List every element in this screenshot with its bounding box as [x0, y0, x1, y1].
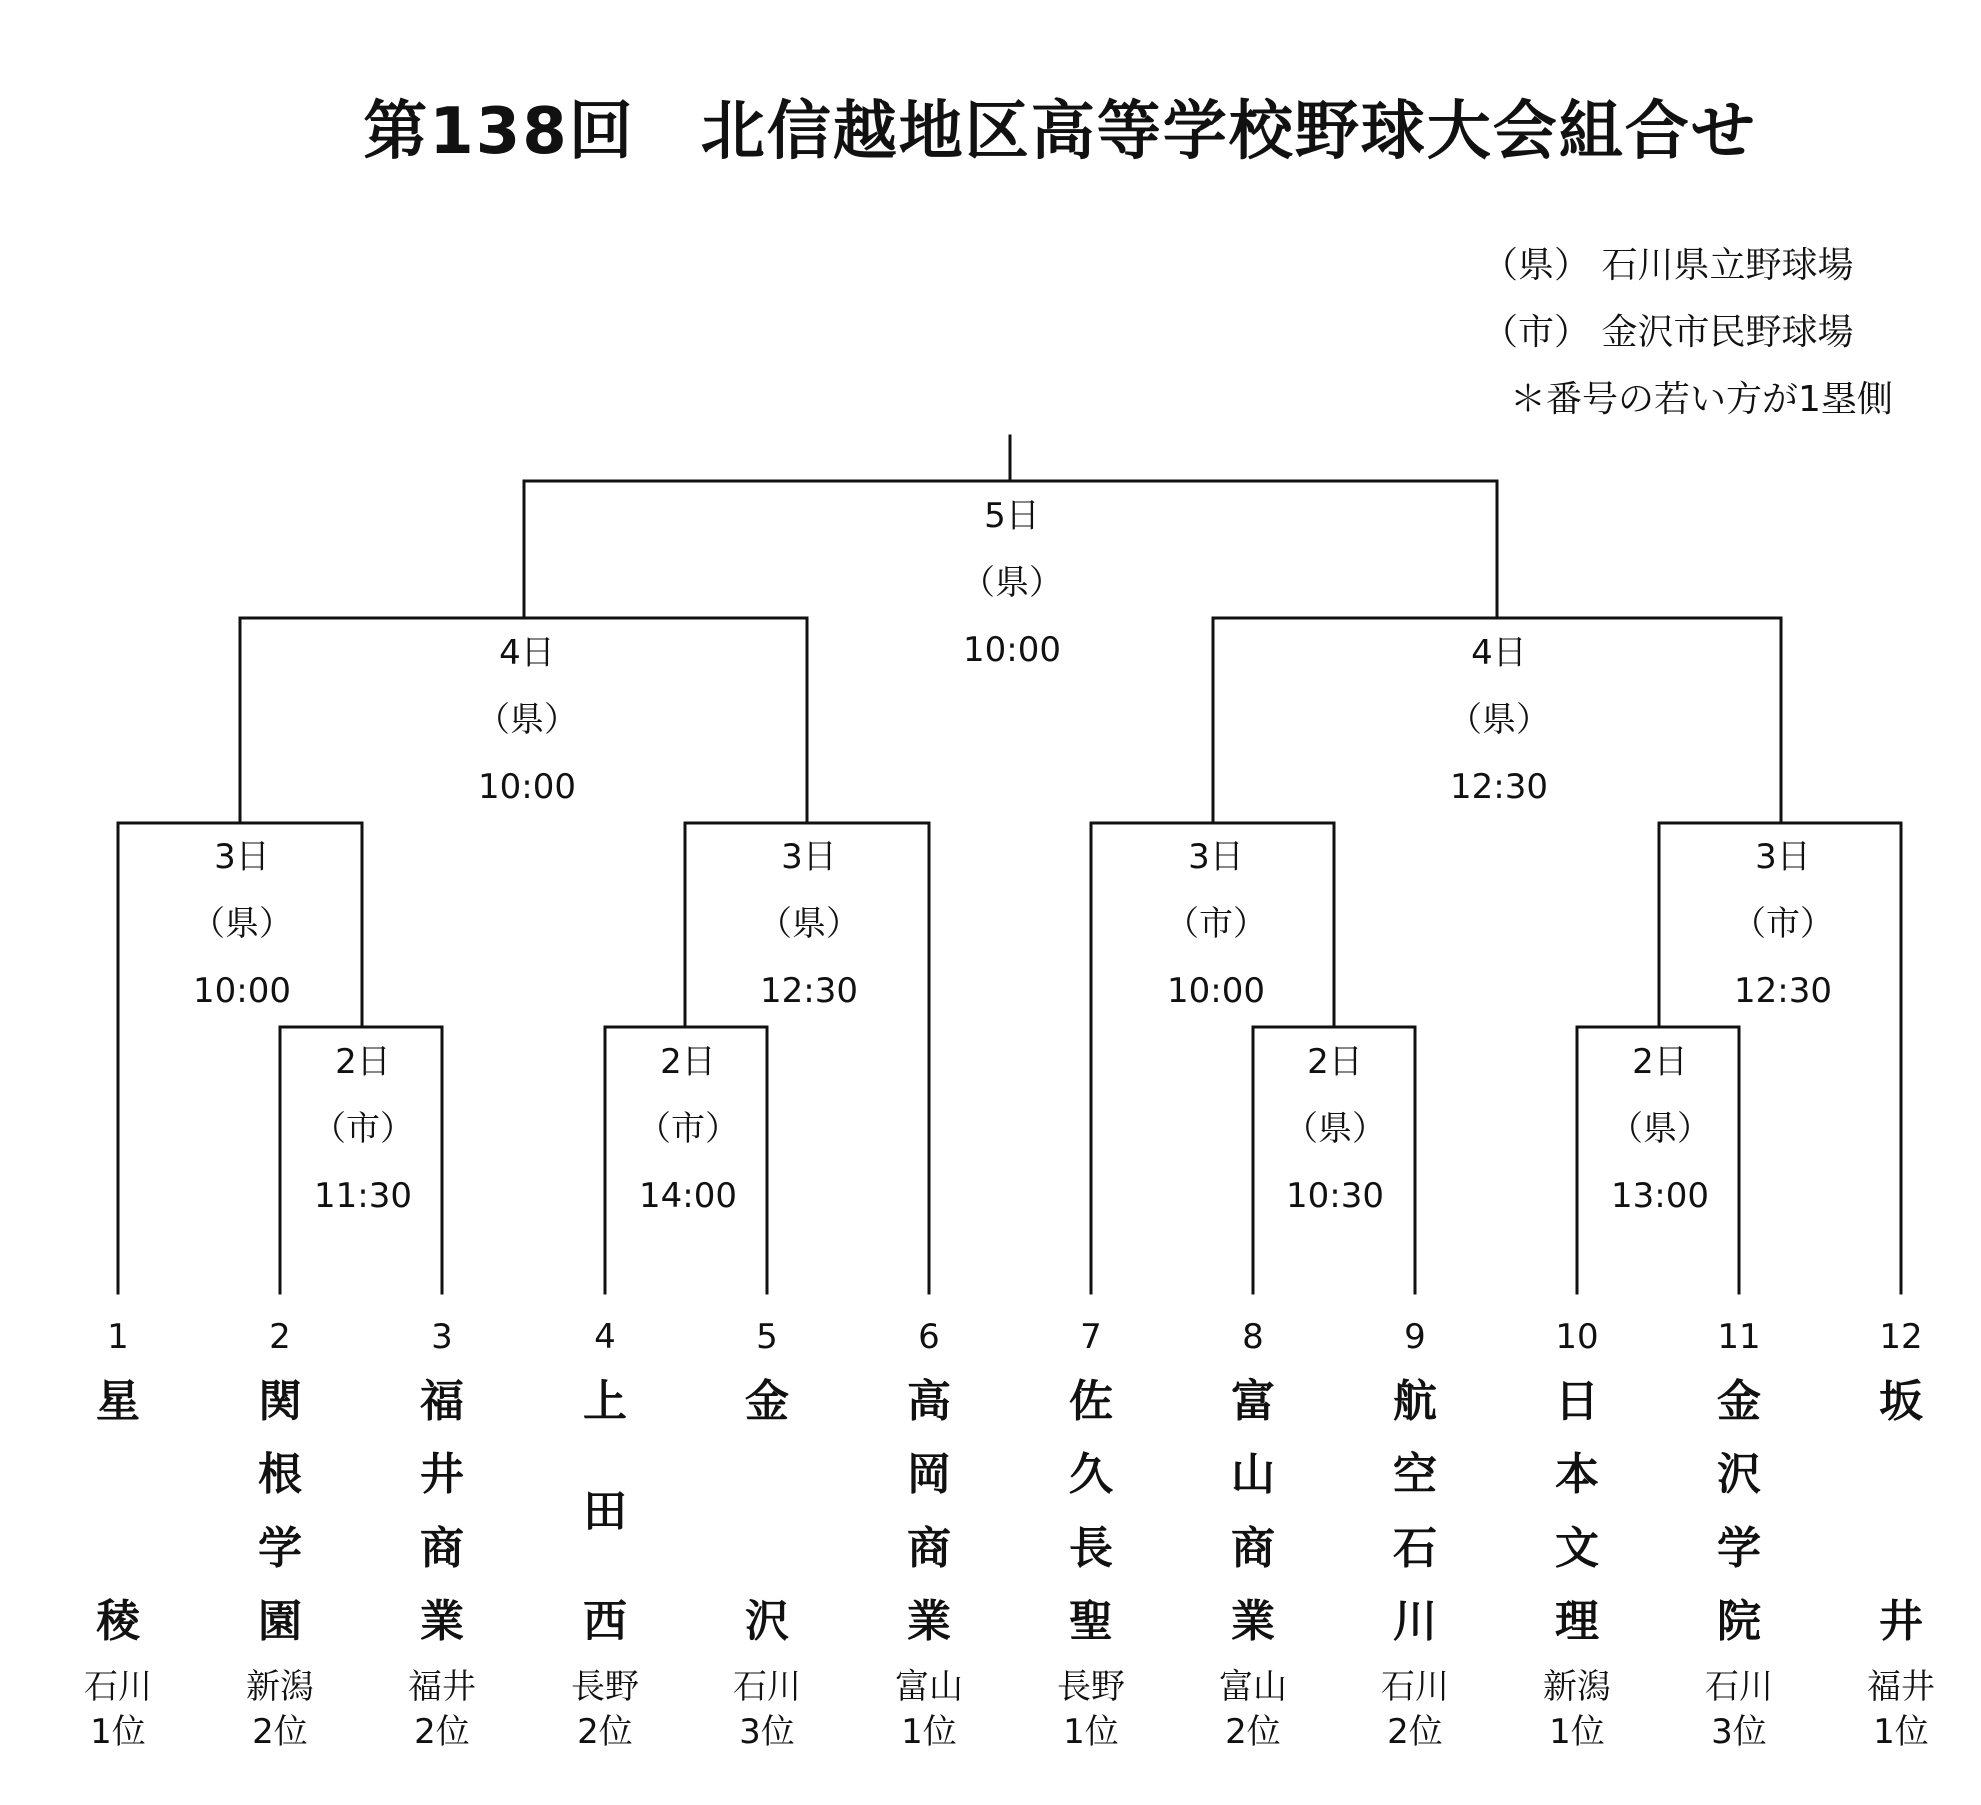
team-number-9: 9 — [1404, 1317, 1426, 1357]
team-prefecture-9: 石川 — [1381, 1667, 1449, 1707]
team-prefecture-11: 石川 — [1705, 1667, 1773, 1707]
team-name-char-7-1: 佐 — [1069, 1376, 1113, 1427]
semi-left-time-label: 10:00 — [478, 767, 576, 807]
team-name-char-10-1: 日 — [1555, 1376, 1599, 1427]
final-venue-label: （県） — [961, 563, 1063, 603]
legend-venue-ken: （県） 石川県立野球場 — [1482, 245, 1854, 286]
team-rank-12: 1位 — [1873, 1712, 1929, 1752]
qf-2-time-label: 12:30 — [760, 971, 858, 1011]
team-name-char-2-4: 園 — [258, 1596, 302, 1647]
team-name-char-9-4: 川 — [1393, 1596, 1437, 1647]
team-prefecture-10: 新潟 — [1543, 1667, 1611, 1707]
team-number-6: 6 — [918, 1317, 940, 1357]
semi-left-day-label: 4日 — [499, 633, 555, 673]
team-name-char-1-2: 稜 — [96, 1596, 140, 1647]
team-rank-6: 1位 — [901, 1712, 957, 1752]
team-name-char-10-2: 本 — [1555, 1449, 1599, 1500]
team-prefecture-12: 福井 — [1867, 1667, 1935, 1707]
team-name-char-11-3: 学 — [1717, 1523, 1761, 1574]
qf-3-time-label: 10:00 — [1167, 971, 1265, 1011]
legend-venue-shi: （市） 金沢市民野球場 — [1482, 312, 1854, 353]
team-name-char-4-3: 西 — [583, 1596, 627, 1647]
team-name-char-9-3: 石 — [1393, 1523, 1437, 1574]
team-rank-8: 2位 — [1225, 1712, 1281, 1752]
team-rank-5: 3位 — [739, 1712, 795, 1752]
qf-2-day-label: 3日 — [781, 837, 837, 877]
team-prefecture-2: 新潟 — [246, 1667, 314, 1707]
team-rank-3: 2位 — [414, 1712, 470, 1752]
qf-1-time-label: 10:00 — [193, 971, 291, 1011]
r1-1-venue-label: （市） — [312, 1109, 414, 1149]
r1-1-day-label: 2日 — [335, 1042, 391, 1082]
team-name-char-7-2: 久 — [1069, 1449, 1113, 1500]
team-rank-4: 2位 — [577, 1712, 633, 1752]
team-name-char-7-3: 長 — [1069, 1523, 1113, 1574]
team-name-char-11-4: 院 — [1717, 1596, 1761, 1647]
team-name-char-4-2: 田 — [583, 1486, 627, 1537]
semi-right-time-label: 12:30 — [1450, 767, 1548, 807]
team-prefecture-3: 福井 — [408, 1667, 476, 1707]
team-name-char-2-1: 関 — [258, 1376, 302, 1427]
team-name-char-6-1: 高 — [907, 1376, 951, 1427]
qf-4-venue-label: （市） — [1732, 904, 1834, 944]
team-prefecture-1: 石川 — [84, 1667, 152, 1707]
final-day-label: 5日 — [984, 496, 1040, 536]
team-name-char-3-3: 商 — [420, 1523, 464, 1574]
team-number-3: 3 — [431, 1317, 453, 1357]
team-name-char-6-3: 商 — [907, 1523, 951, 1574]
team-name-char-6-4: 業 — [907, 1596, 951, 1647]
team-name-char-3-1: 福 — [420, 1376, 464, 1427]
qf-4-time-label: 12:30 — [1734, 971, 1832, 1011]
team-name-char-11-1: 金 — [1717, 1376, 1761, 1427]
team-name-char-9-2: 空 — [1393, 1449, 1437, 1500]
qf-4-day-label: 3日 — [1755, 837, 1811, 877]
team-name-char-2-2: 根 — [258, 1449, 302, 1500]
r1-4-time-label: 13:00 — [1611, 1176, 1709, 1216]
team-name-char-4-1: 上 — [583, 1376, 627, 1427]
semi-right-venue-label: （県） — [1448, 700, 1550, 740]
team-name-char-11-2: 沢 — [1717, 1449, 1761, 1500]
r1-3-venue-label: （県） — [1284, 1109, 1386, 1149]
legend-note: ＊番号の若い方が1塁側 — [1510, 379, 1893, 420]
r1-4-day-label: 2日 — [1632, 1042, 1688, 1082]
team-name-char-12-2: 井 — [1879, 1596, 1923, 1647]
team-name-char-8-2: 山 — [1231, 1449, 1275, 1500]
team-rank-1: 1位 — [90, 1712, 146, 1752]
qf-2-venue-label: （県） — [758, 904, 860, 944]
team-rank-9: 2位 — [1387, 1712, 1443, 1752]
team-name-char-5-2: 沢 — [745, 1596, 789, 1647]
team-number-7: 7 — [1080, 1317, 1102, 1357]
team-rank-10: 1位 — [1549, 1712, 1605, 1752]
page-title: 第138回 北信越地区高等学校野球大会組合せ — [363, 95, 1757, 169]
team-prefecture-8: 富山 — [1219, 1667, 1287, 1707]
qf-3-day-label: 3日 — [1188, 837, 1244, 877]
team-number-12: 12 — [1879, 1317, 1923, 1357]
r1-2-day-label: 2日 — [660, 1042, 716, 1082]
team-name-char-8-1: 富 — [1231, 1376, 1275, 1427]
team-name-char-6-2: 岡 — [907, 1449, 951, 1500]
team-number-10: 10 — [1555, 1317, 1599, 1357]
team-rank-7: 1位 — [1063, 1712, 1119, 1752]
team-number-4: 4 — [594, 1317, 616, 1357]
team-prefecture-6: 富山 — [895, 1667, 963, 1707]
team-name-char-3-4: 業 — [420, 1596, 464, 1647]
r1-2-venue-label: （市） — [637, 1109, 739, 1149]
team-prefecture-4: 長野 — [571, 1667, 639, 1707]
team-name-char-10-4: 理 — [1555, 1596, 1599, 1647]
r1-2-time-label: 14:00 — [639, 1176, 737, 1216]
team-number-11: 11 — [1717, 1317, 1761, 1357]
team-number-1: 1 — [107, 1317, 129, 1357]
team-rank-11: 3位 — [1711, 1712, 1767, 1752]
team-name-char-5-1: 金 — [745, 1376, 789, 1427]
team-number-2: 2 — [269, 1317, 291, 1357]
team-name-char-2-3: 学 — [258, 1523, 302, 1574]
qf-1-day-label: 3日 — [214, 837, 270, 877]
team-name-char-9-1: 航 — [1393, 1376, 1437, 1427]
r1-1-time-label: 11:30 — [314, 1176, 412, 1216]
team-name-char-7-4: 聖 — [1069, 1596, 1113, 1647]
team-name-char-1-1: 星 — [96, 1376, 140, 1427]
r1-3-time-label: 10:30 — [1286, 1176, 1384, 1216]
final-time-label: 10:00 — [963, 630, 1061, 670]
team-name-char-8-4: 業 — [1231, 1596, 1275, 1647]
r1-4-venue-label: （県） — [1609, 1109, 1711, 1149]
r1-3-day-label: 2日 — [1307, 1042, 1363, 1082]
qf-3-venue-label: （市） — [1165, 904, 1267, 944]
team-name-char-10-3: 文 — [1555, 1523, 1599, 1574]
qf-1-venue-label: （県） — [191, 904, 293, 944]
team-name-char-12-1: 坂 — [1879, 1376, 1923, 1427]
team-number-8: 8 — [1242, 1317, 1264, 1357]
semi-right-day-label: 4日 — [1471, 633, 1527, 673]
team-number-5: 5 — [756, 1317, 778, 1357]
team-prefecture-7: 長野 — [1057, 1667, 1125, 1707]
team-prefecture-5: 石川 — [733, 1667, 801, 1707]
team-rank-2: 2位 — [252, 1712, 308, 1752]
semi-left-venue-label: （県） — [476, 700, 578, 740]
team-name-char-3-2: 井 — [420, 1449, 464, 1500]
team-name-char-8-3: 商 — [1231, 1523, 1275, 1574]
